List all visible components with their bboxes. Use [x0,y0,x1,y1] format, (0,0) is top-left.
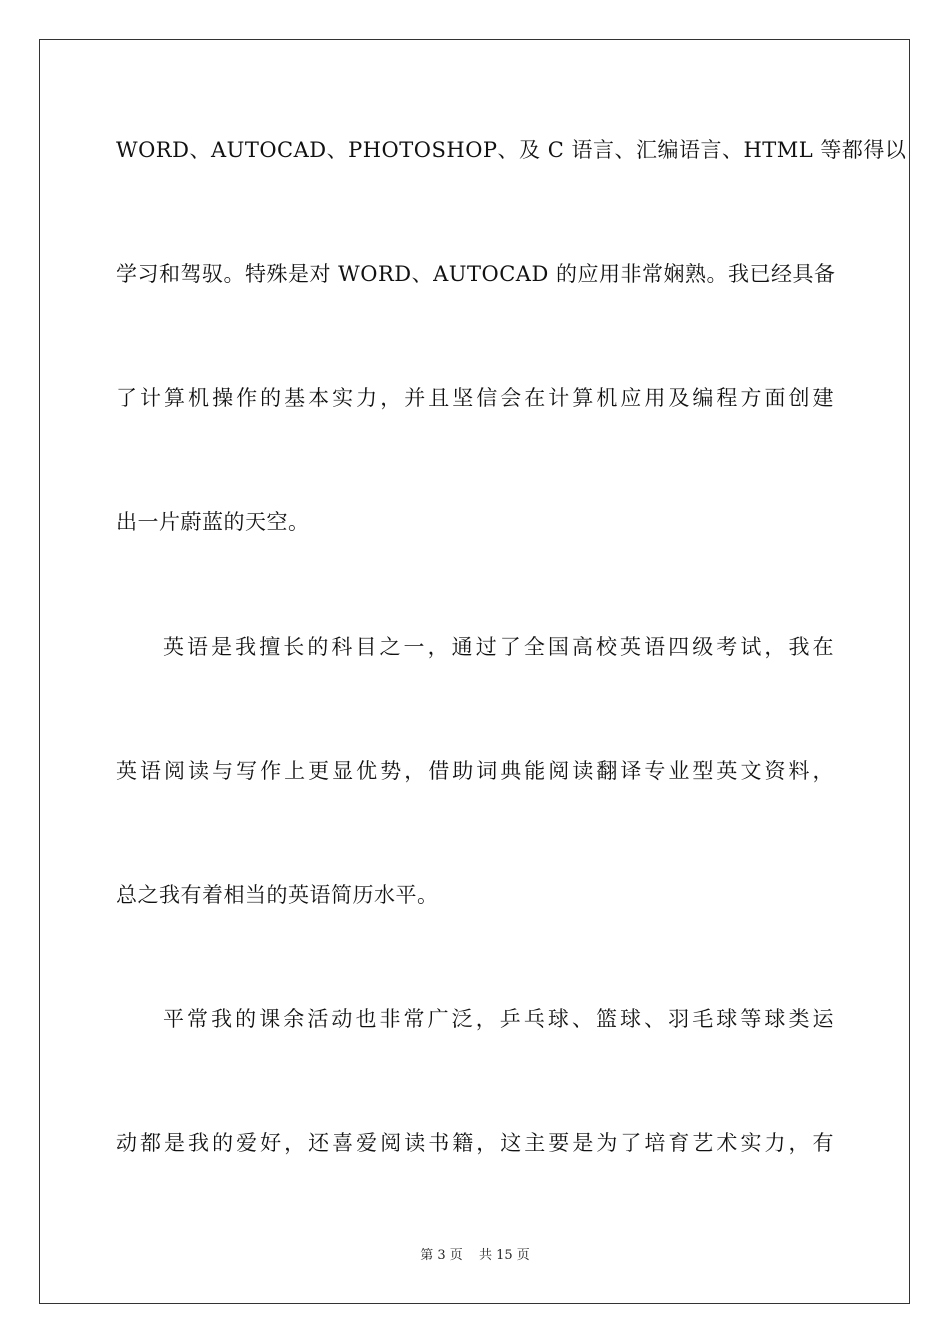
text-line: WORD、AUTOCAD、PHOTOSHOP、及 C 语言、汇编语言、HTML 等都得以 [116,138,907,162]
current-page-number: 第 3 页 [420,1248,463,1263]
text-line: 了计算机操作的基本实力，并且坚信会在计算机应用及编程方面创建 [116,386,834,410]
text-line: 出一片蔚蓝的天空。 [116,510,310,534]
text-line: 总之我有着相当的英语简历水平。 [116,883,439,907]
page-border [39,39,910,1304]
text-line: 学习和驾驭。特殊是对 WORD、AUTOCAD 的应用非常娴熟。我已经具备 [116,262,836,286]
text-line: 动都是我的爱好，还喜爱阅读书籍，这主要是为了培育艺术实力，有 [116,1131,834,1155]
text-line: 平常我的课余活动也非常广泛，乒乓球、篮球、羽毛球等球类运 [163,1007,834,1031]
total-pages: 共 15 页 [478,1248,530,1263]
page-footer [0,1247,950,1265]
text-line: 英语是我擅长的科目之一，通过了全国高校英语四级考试，我在 [163,635,834,659]
text-line: 英语阅读与写作上更显优势，借助词典能阅读翻译专业型英文资料， [116,759,834,783]
